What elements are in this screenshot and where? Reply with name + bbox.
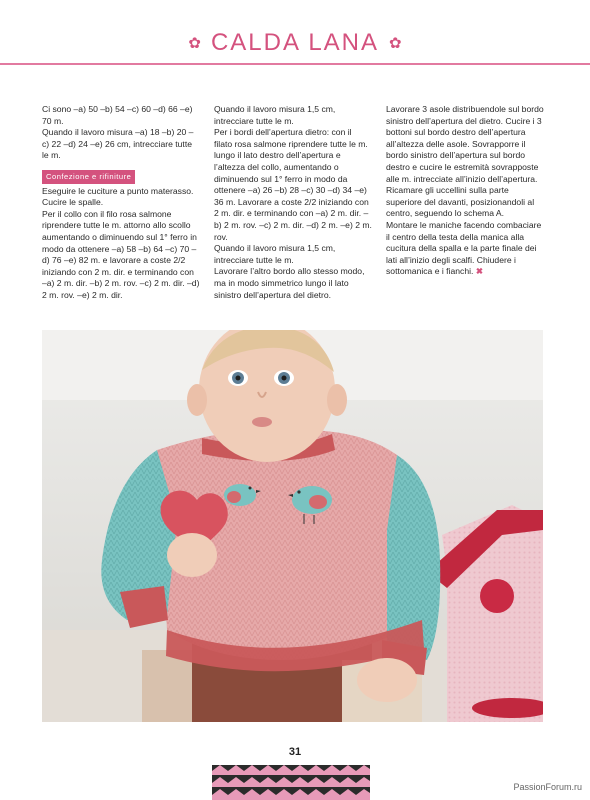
- paragraph-text: Montare le maniche facendo combaciare il centro della testa della manica alla cucitura della spalla e la parte finale dei lati all’inizio degli scalfi. Chiudere i sottomanica e i fianchi.: [386, 219, 542, 277]
- paragraph: Quando il lavoro misura –a) 18 –b) 20 –c) 22 –d) 24 –e) 26 cm, intrecciare tutte le m.: [42, 127, 194, 161]
- paragraph: Ci sono –a) 50 –b) 54 –c) 60 –d) 66 –e) 70 m.: [42, 104, 193, 126]
- flower-icon: ✿: [389, 34, 402, 52]
- paragraph: Per i bordi dell’apertura dietro: con il filato rosa salmone riprendere tutte le m. lungo il lato destro dell’apertura e l’altezza del collo, aumentando o diminuendo sul 1° ferro in modo da ottenere –a) 26 –b) 28 –c) 30 –d) 34 –e) 36 m. Lavorare a coste 2/2 iniziando con 2 m. dir. e terminando con –a) 2 m. dir. –b) 2 m. rov. –c) 2 m. dir. –d) 2 m. –e) 2 m. rov.: [214, 127, 372, 242]
- end-mark-icon: ✖: [475, 266, 484, 277]
- page-number: 31: [288, 746, 302, 758]
- paragraph: Ricamare gli uccellini sulla parte superiore del davanti, posizionandoli al centro, seguendo lo schema A.: [386, 185, 535, 219]
- paragraph: Per il collo con il filo rosa salmone riprendere tutte le m. attorno allo scollo aumentando o diminuendo sul 1° ferro in modo da ottenere –a) 58 –b) 64 –c) 70 –d) 76 –e) 82 m. e lavorare a coste 2/2 iniziando con 2 m. dir. e terminando con –a) 2 m. dir. –b) 2 m. rov. –c) 2 m. dir. –d) 2 m. rov. –e) 2 m. dir.: [42, 208, 200, 300]
- section-label: Confezione e rifiniture: [42, 170, 135, 184]
- baby-sweater-photo: [42, 330, 543, 722]
- paragraph: [386, 220, 546, 278]
- paragraph: Lavorare 3 asole distribuendole sul bordo sinistro dell’apertura del dietro. Cucire i 3 bottoni sul bordo destro dell’apertura all’altezza delle asole. Sovrapporre il bordo sinistro dell’apertura sul bordo destro e cucire le estremità sovrapposte alle m. intrecciate all’inizio dell’apertura.: [386, 104, 544, 184]
- header-divider: [0, 63, 590, 65]
- text-column-2: [214, 104, 372, 301]
- paragraph: Eseguire le cuciture a punto materasso. Cucire le spalle.: [42, 185, 194, 208]
- text-column-3: [386, 104, 546, 278]
- page-header: [0, 24, 590, 62]
- paragraph: Lavorare l’altro bordo allo stesso modo, ma in modo simmetrico lungo il lato sinistro dell’apertura del dietro.: [214, 266, 365, 300]
- page-title: CALDA LANA: [210, 29, 380, 56]
- text-column-1: [42, 104, 200, 302]
- site-credit: PassionForum.ru: [513, 782, 582, 792]
- knit-swatch-decoration: [212, 765, 370, 800]
- flower-icon: ✿: [188, 34, 201, 52]
- paragraph: Quando il lavoro misura 1,5 cm, intrecciare tutte le m.: [214, 243, 336, 265]
- paragraph: Quando il lavoro misura 1,5 cm, intrecciare tutte le m.: [214, 104, 336, 126]
